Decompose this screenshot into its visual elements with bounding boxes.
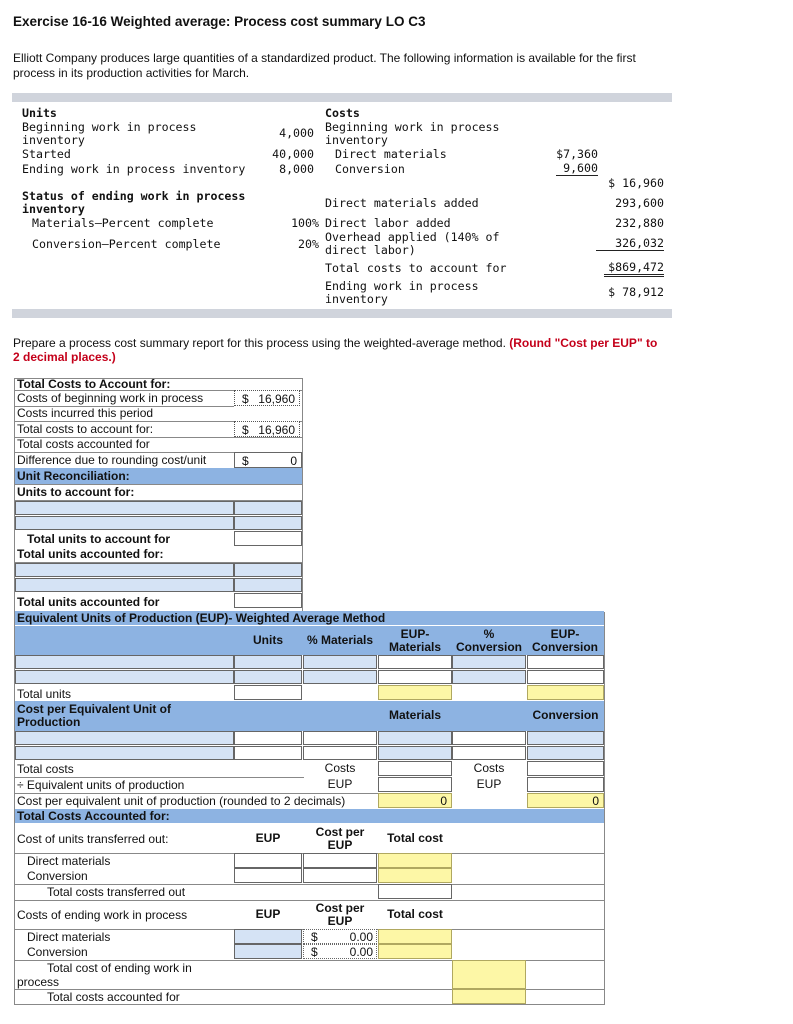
beg-costs-dollar: $ xyxy=(242,392,249,406)
costs-beg-total: $ 16,960 xyxy=(608,176,664,190)
end-eup-header: EUP xyxy=(255,907,281,921)
started-units: 40,000 xyxy=(272,147,314,161)
tca-heading: Total Costs to Account for: xyxy=(17,377,171,389)
total-costs-conversion[interactable] xyxy=(527,761,604,776)
overhead-label-2: direct labor) xyxy=(325,243,416,257)
cpeu-conversion-result[interactable] xyxy=(527,793,604,808)
cpeu-row2-c1 xyxy=(234,746,302,760)
status-label-2: inventory xyxy=(22,202,85,216)
total-accounted-label: Total costs accounted for xyxy=(47,990,180,1004)
end-dm-label: Direct materials xyxy=(27,930,111,944)
eup-row1-pct-conv[interactable] xyxy=(452,655,526,669)
cpeu-row1-c1 xyxy=(234,731,302,745)
end-wip-label: Ending work in process inventory xyxy=(22,162,246,176)
end-dm-cpe xyxy=(303,929,377,944)
units-acc-label-input-2[interactable] xyxy=(15,516,234,530)
instructions-text: Prepare a process cost summary report for this process using the weighted-average method. xyxy=(13,336,506,350)
units-acc-value-input-2[interactable] xyxy=(234,516,302,530)
total-transferred-label: Total costs transferred out xyxy=(47,885,186,899)
eup-row2-pct-conv[interactable] xyxy=(452,670,526,684)
cpeu-rounded-label: Cost per equivalent unit of production (rounded to 2 decimals) xyxy=(17,794,346,808)
total-units-accd-input[interactable] xyxy=(234,593,302,608)
units-acc-value-input-1[interactable] xyxy=(234,501,302,515)
total-transferred-input[interactable] xyxy=(378,884,452,899)
costs-label-mat: Costs xyxy=(324,761,356,775)
eup-row1-pct-mat[interactable] xyxy=(303,655,377,669)
end-wip-costs-value: $ 78,912 xyxy=(608,285,664,299)
end-total-cost-header: Total cost xyxy=(387,907,443,921)
cpeu-heading-2: Production xyxy=(17,715,81,729)
cpeu-row1-c2 xyxy=(303,731,377,745)
beg-costs-value: 16,960 xyxy=(258,392,295,406)
eup-row1-eup-mat[interactable] xyxy=(378,655,452,669)
total-units-label: Total units xyxy=(17,687,72,701)
cpeu-row2-c4 xyxy=(452,746,526,760)
transferred-total-cost-header: Total cost xyxy=(387,831,443,845)
total-units-acc-input[interactable] xyxy=(234,531,302,546)
units-to-account-heading: Units to account for: xyxy=(17,485,135,499)
col-eup-conversion-2: Conversion xyxy=(531,640,598,654)
cpeu-row1-conversion[interactable] xyxy=(527,731,604,745)
dm-added-value: 293,600 xyxy=(615,196,664,210)
overhead-value: 326,032 xyxy=(596,237,664,251)
tcaf-heading: Total Costs Accounted for: xyxy=(17,809,170,823)
eup-row2-pct-mat[interactable] xyxy=(303,670,377,684)
end-dm-cpe-value: 0.00 xyxy=(349,930,373,944)
total-end-label-2: process xyxy=(17,975,60,989)
transferred-eup-header: EUP xyxy=(255,831,281,845)
end-conv-label: Conversion xyxy=(27,945,88,959)
units-accd-value-input-2[interactable] xyxy=(234,578,302,592)
transferred-conv-eup[interactable] xyxy=(234,868,302,883)
beg-costs-input[interactable] xyxy=(234,390,300,406)
end-wip-units: 8,000 xyxy=(279,162,314,176)
end-costs-label: Costs of ending work in process xyxy=(17,908,188,922)
beg-wip-label-2: inventory xyxy=(22,133,85,147)
eup-heading: Equivalent Units of Production (EUP)- Weighted Average Method xyxy=(17,611,386,625)
eup-materials-input[interactable] xyxy=(378,777,452,792)
end-cpe-header-2: EUP xyxy=(327,914,353,928)
conversion-pct-label: Conversion—Percent complete xyxy=(32,237,221,251)
div-eup-label: ÷ Equivalent units of production xyxy=(17,778,185,792)
total-units-accd-label: Total units accounted for: xyxy=(17,547,164,561)
eup-row1-label[interactable] xyxy=(15,655,234,669)
total-costs-label: Total costs to account for xyxy=(325,261,507,275)
materials-pct-label: Materials—Percent complete xyxy=(32,216,214,230)
total-costs-label: Total costs xyxy=(17,762,74,776)
dl-added-label: Direct labor added xyxy=(325,216,451,230)
total-eup-conversion[interactable] xyxy=(527,685,604,700)
col-units: Units xyxy=(253,633,283,647)
status-label: Status of ending work in process xyxy=(22,189,246,203)
total-units-input[interactable] xyxy=(234,685,302,700)
dm-added-label: Direct materials added xyxy=(325,196,479,210)
end-conv-dollar: $ xyxy=(311,945,318,959)
cpeu-conversion-header: Conversion xyxy=(532,708,599,722)
transferred-conv-total[interactable] xyxy=(378,868,452,883)
costs-dm-value: $7,360 xyxy=(556,147,598,161)
col-eup-conversion-1: EUP- xyxy=(550,627,580,641)
incurred-label: Costs incurred this period xyxy=(17,406,154,420)
eup-label-mat: EUP xyxy=(327,777,353,791)
cpeu-row1-label[interactable] xyxy=(15,731,234,745)
started-label: Started xyxy=(22,147,71,161)
total-costs-value: $869,472 xyxy=(604,261,664,277)
end-conv-cpe xyxy=(303,944,377,959)
units-accd-label-input-1[interactable] xyxy=(15,563,234,577)
cpeu-conversion-value: 0 xyxy=(592,794,599,808)
beg-wip-label: Beginning work in process xyxy=(22,120,197,134)
eup-row1-eup-conv[interactable] xyxy=(527,655,604,669)
beg-wip-units: 4,000 xyxy=(279,126,314,140)
exercise-title: Exercise 16-16 Weighted average: Process cost summary LO C3 xyxy=(13,14,426,29)
costs-conv-value: 9,600 xyxy=(556,162,598,176)
cost-transferred-label: Cost of units transferred out: xyxy=(17,832,169,846)
diff-label: Difference due to rounding cost/unit xyxy=(17,453,207,467)
transferred-dm-total[interactable] xyxy=(378,853,452,868)
materials-pct-value: 100% xyxy=(291,216,319,230)
row-line xyxy=(14,1004,604,1005)
transferred-dm-cpe[interactable] xyxy=(303,853,377,868)
beg-costs-label: Costs of beginning work in process xyxy=(17,391,204,405)
cpeu-row1-materials[interactable] xyxy=(378,731,452,745)
total-accounted-input[interactable] xyxy=(452,989,526,1004)
cpeu-materials-result[interactable] xyxy=(378,793,452,808)
eup-row2-units[interactable] xyxy=(234,670,302,684)
eup-row2-eup-conv[interactable] xyxy=(527,670,604,684)
col-pct-materials: % Materials xyxy=(306,633,374,647)
cpeu-materials-value: 0 xyxy=(440,794,447,808)
end-dm-eup[interactable] xyxy=(234,929,302,944)
units-header: Units xyxy=(22,106,57,120)
transferred-cpe-header-2: EUP xyxy=(327,838,353,852)
costs-beg-wip-2: inventory xyxy=(325,133,388,147)
costs-conv-label: Conversion xyxy=(335,162,405,176)
total-end-wip-input[interactable] xyxy=(452,960,526,989)
end-wip-costs-label: Ending work in process xyxy=(325,279,479,293)
dl-added-value: 232,880 xyxy=(615,216,664,230)
frame-right xyxy=(604,612,605,1005)
units-acc-label-input-1[interactable] xyxy=(15,501,234,515)
col-eup-materials-1: EUP- xyxy=(400,627,430,641)
eup-label-conv: EUP xyxy=(476,777,502,791)
costs-beg-wip: Beginning work in process xyxy=(325,120,500,134)
units-accd-value-input-1[interactable] xyxy=(234,563,302,577)
costs-label-conv: Costs xyxy=(473,761,505,775)
total-eup-materials[interactable] xyxy=(378,685,452,700)
end-wip-costs-label-2: inventory xyxy=(325,292,388,306)
transferred-conv-cpe[interactable] xyxy=(303,868,377,883)
total-units-accd-label-2: Total units accounted for xyxy=(17,595,160,609)
end-cpe-header-1: Cost per xyxy=(315,901,365,915)
costs-dm-label: Direct materials xyxy=(335,147,447,161)
total-end-label-1: Total cost of ending work in xyxy=(47,961,192,975)
eup-row2-label[interactable] xyxy=(15,670,234,684)
eup-conversion-input[interactable] xyxy=(527,777,604,792)
col-pct-conversion-1: % xyxy=(483,627,495,641)
total-units-acc-label: Total units to account for xyxy=(27,532,171,546)
cpeu-heading-1: Cost per Equivalent Unit of xyxy=(17,702,172,716)
unit-recon-heading: Unit Reconciliation: xyxy=(17,469,130,483)
end-dm-dollar: $ xyxy=(311,930,318,944)
diff-input[interactable] xyxy=(234,452,302,468)
transferred-dm-label: Direct materials xyxy=(27,854,111,868)
intro-text: Elliott Company produces large quantities of a standardized product. The following information is available for the first process in its production activities for March. xyxy=(13,51,636,80)
costs-header: Costs xyxy=(325,106,360,120)
row-line xyxy=(14,900,604,901)
total-tca-label: Total costs to account for: xyxy=(17,422,154,436)
end-conv-eup[interactable] xyxy=(234,944,302,959)
transferred-cpe-header-1: Cost per xyxy=(315,825,365,839)
cpeu-row2-conversion[interactable] xyxy=(527,746,604,760)
diff-value: 0 xyxy=(290,454,297,468)
cpeu-materials-header: Materials xyxy=(388,708,442,722)
eup-row1-units[interactable] xyxy=(234,655,302,669)
cpeu-row2-materials[interactable] xyxy=(378,746,452,760)
total-costs-materials[interactable] xyxy=(378,761,452,776)
total-tca-dollar: $ xyxy=(242,423,249,437)
col-pct-conversion-2: Conversion xyxy=(455,640,522,654)
eup-row2-eup-mat[interactable] xyxy=(378,670,452,684)
units-accd-label-input-2[interactable] xyxy=(15,578,234,592)
cpeu-row2-label[interactable] xyxy=(15,746,234,760)
end-dm-total[interactable] xyxy=(378,929,452,944)
accounted-label: Total costs accounted for xyxy=(17,437,150,451)
cpeu-row2-c2 xyxy=(303,746,377,760)
end-conv-total[interactable] xyxy=(378,944,452,959)
diff-dollar: $ xyxy=(242,454,249,468)
cpeu-row1-c4 xyxy=(452,731,526,745)
end-conv-cpe-value: 0.00 xyxy=(349,945,373,959)
transferred-conv-label: Conversion xyxy=(27,869,88,883)
frame-mid xyxy=(302,378,303,612)
transferred-dm-eup[interactable] xyxy=(234,853,302,868)
col-eup-materials-2: Materials xyxy=(388,640,442,654)
total-tca-value: 16,960 xyxy=(258,423,295,437)
conversion-pct-value: 20% xyxy=(298,237,319,251)
total-tca-input[interactable] xyxy=(234,421,300,437)
overhead-label: Overhead applied (140% of xyxy=(325,230,500,244)
rounding-note: (Round "Cost per EUP" to 2 decimal places.) xyxy=(13,336,658,364)
